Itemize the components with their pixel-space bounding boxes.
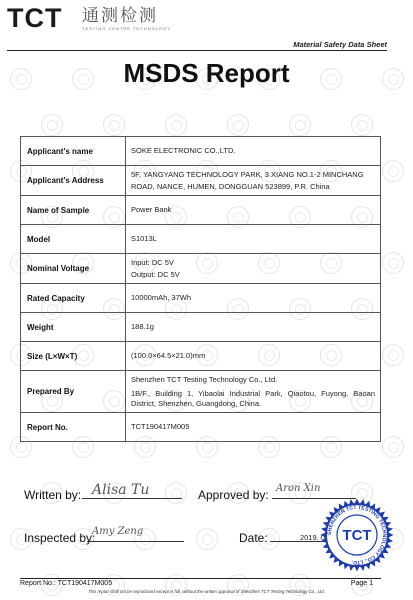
watermark-icon xyxy=(41,114,63,136)
watermark-icon xyxy=(289,114,311,136)
page-title: MSDS Report xyxy=(123,58,290,88)
report-no-label: Report No. xyxy=(21,413,126,442)
footer-report-no: Report No.: TCT190417M005 xyxy=(20,580,113,587)
watermark-icon xyxy=(227,114,249,136)
seal-center-text: TCT xyxy=(342,527,372,544)
rated-capacity-value: 10000mAh, 37Wh xyxy=(126,284,381,313)
prepared-by-value xyxy=(126,371,381,413)
lab-address: 1B/F., Building 1, Yibaolai Industrial Park, Qiaotou, Fuyong, Baoan District, Shenzhen, Guangdong, China. xyxy=(131,389,375,408)
watermark-icon xyxy=(103,114,125,136)
watermark-icon xyxy=(382,344,404,366)
written-by-label: Written by: xyxy=(24,488,82,502)
applicant-address-line2: ROAD, NANCE, HUMEN, DONGGUAN 523899, P.R. China xyxy=(131,181,330,191)
written-by-signature: Alisa Tu xyxy=(92,482,150,498)
model-value: S1013L xyxy=(126,225,381,254)
table-row xyxy=(21,413,381,442)
sample-name-label: Name of Sample xyxy=(21,196,126,225)
approved-by-label: Approved by: xyxy=(198,488,269,502)
table-row xyxy=(21,284,381,313)
footer-divider xyxy=(20,578,381,579)
watermark-icon xyxy=(382,436,404,458)
company-logo: TCT xyxy=(7,3,63,33)
size-label: Size (L×W×T) xyxy=(21,342,126,371)
table-row xyxy=(21,342,381,371)
applicant-name-label: Applicant's name xyxy=(21,137,126,166)
table-row xyxy=(21,313,381,342)
rated-capacity-label: Rated Capacity xyxy=(21,284,126,313)
inspected-by-label: Inspected by: xyxy=(24,531,96,545)
approved-by-signature: Aron Xin xyxy=(276,483,321,494)
applicant-address-line1: 5F, YANGYANG TECHNOLOGY PARK, 3 XIANG NO.1-2 MINCHANG xyxy=(131,169,364,179)
table-row xyxy=(21,137,381,166)
company-logo-subtitle: TESTING CENTRE TECHNOLOGY xyxy=(82,26,171,31)
table-row xyxy=(21,196,381,225)
output-voltage: Output: DC 5V xyxy=(131,269,180,279)
page-number: Page 1 xyxy=(350,580,373,587)
written-by-line xyxy=(82,498,182,499)
watermark-icon xyxy=(165,482,187,504)
inspected-by-line xyxy=(87,541,184,542)
inspected-by-signature: Amy Zeng xyxy=(92,526,144,537)
nominal-voltage-label: Nominal Voltage xyxy=(21,254,126,284)
model-label: Model xyxy=(21,225,126,254)
watermark-icon xyxy=(382,160,404,182)
table-row xyxy=(21,254,381,284)
header xyxy=(7,4,407,40)
size-value: (100.0×64.5×21.0)mm xyxy=(126,342,381,371)
sample-name-value: Power Bank xyxy=(126,196,381,225)
table-row xyxy=(21,371,381,413)
date-value: 2019. 0 xyxy=(300,533,326,542)
nominal-voltage-value xyxy=(126,254,381,284)
table-row xyxy=(21,166,381,196)
prepared-by-label: Prepared By xyxy=(21,371,126,413)
input-voltage: Input: DC 5V xyxy=(131,257,174,267)
seal-ring-text: SHENZHEN TCT TESTING TECHNOLOGY CO., LTD. xyxy=(326,504,388,566)
table-row xyxy=(21,225,381,254)
company-seal xyxy=(320,498,394,572)
watermark-icon xyxy=(382,252,404,274)
report-no-value: TCT190417M005 xyxy=(126,413,381,442)
footer-disclaimer: This report shall not be reproduced except in full, without the written approval of Shenzhen TCT Testing Technology Co., Ltd. xyxy=(88,589,325,594)
date-label: Date: xyxy=(239,531,268,545)
company-logo-chinese: 通测检测 xyxy=(82,6,158,26)
applicant-address-label: Applicant's Address xyxy=(21,166,126,196)
weight-label: Weight xyxy=(21,313,126,342)
document-type: Material Safety Data Sheet xyxy=(293,40,387,49)
applicant-address-value xyxy=(126,166,381,196)
weight-value: 188.1g xyxy=(126,313,381,342)
sample-info-table xyxy=(20,136,381,442)
watermark-icon xyxy=(165,114,187,136)
watermark-icon xyxy=(196,528,218,550)
lab-name: Shenzhen TCT Testing Technology Co., Ltd. xyxy=(131,375,278,384)
applicant-name-value: SOKE ELECTRONIC CO.,LTD. xyxy=(126,137,381,166)
header-divider xyxy=(7,50,387,51)
watermark-icon xyxy=(351,114,373,136)
